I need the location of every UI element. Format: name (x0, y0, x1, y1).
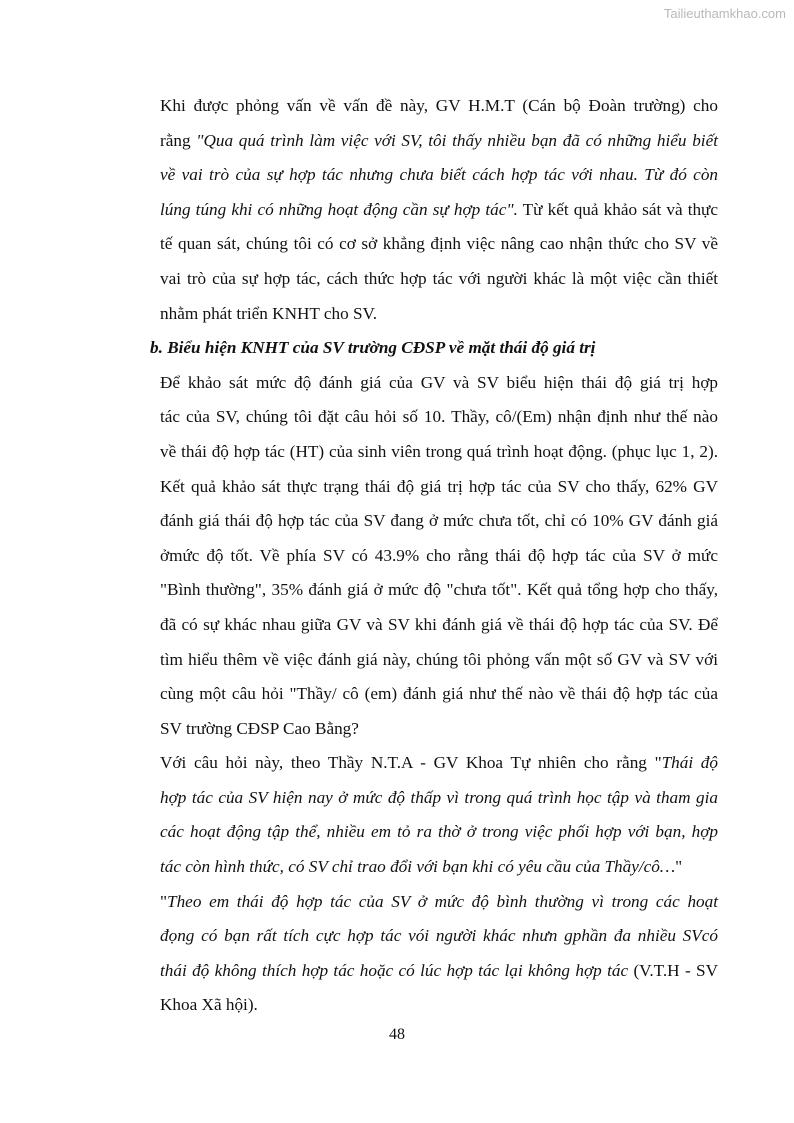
text-line: nhằm phát triển KNHT cho SV. (160, 303, 378, 323)
watermark: Tailieuthamkhao.com (663, 6, 786, 21)
quote-text: về vai trò của sự hợp tác nhưng chưa biết cách hợp tác với nhau. Từ đó còn (160, 165, 718, 185)
section-heading: b. Biểu hiện KNHT của SV trường CĐSP về mặt thái độ giá trị (150, 338, 596, 358)
text-line: đã có sự khác nhau giữa GV và SV khi đánh giá về thái độ hợp tác của SV. Để (160, 614, 718, 634)
quote-text: tác còn hình thức, có SV chỉ trao đổi với bạn khi có yêu cầu của Thầy/cô… (160, 857, 676, 877)
quote-text: lúng túng khi có những hoạt động cần sự hợp tác". (160, 199, 518, 219)
text-run: " (675, 857, 683, 877)
text-line: cùng một câu hỏi "Thầy/ cô (em) đánh giá như thế nào về thái độ hợp tác của (160, 684, 718, 704)
text-run: Với câu hỏi này, theo Thầy N.T.A - GV Khoa Tự nhiên cho rằng " (160, 753, 662, 773)
quote-line (118, 781, 718, 816)
quote-text: thái độ không thích hợp tác hoặc có lúc hợp tác lại không hợp tác (160, 960, 629, 980)
paragraph-interview-nta (118, 746, 718, 884)
text-line: Kết quả khảo sát thực trạng thái độ giá trị hợp tác của SV cho thấy, 62% GV (160, 476, 718, 496)
text-line: "Bình thường", 35% đánh giá ở mức độ "chưa tốt". Kết quả tổng hợp cho thấy, (160, 580, 718, 600)
quote-text: đọng có bạn rất tích cực hợp tác vói người khác nhưn gphần đa nhiều SVcó (160, 926, 718, 946)
text-run: (V.T.H - SV (628, 960, 718, 980)
text-run: Từ kết quả khảo sát và thực (517, 199, 719, 219)
text-line (118, 746, 718, 781)
text-line: Để khảo sát mức độ đánh giá của GV và SV biểu hiện thái độ giá trị hợp (160, 372, 718, 392)
text-line: tác của SV, chúng tôi đặt câu hỏi số 10. Thầy, cô/(Em) nhận định như thế nào (160, 407, 718, 427)
quote-line (118, 815, 718, 850)
text-line: đánh giá thái độ hợp tác của SV đang ở mức chưa tốt, chỉ có 10% GV đánh giá (160, 511, 718, 531)
quote-text: Theo em thái độ hợp tác của SV ở mức độ bình thường vì trong các hoạt (167, 891, 718, 911)
quote-text: các hoạt động tập thể, nhiều em tỏ ra thờ ở trong việc phối hợp với bạn, hợp (160, 822, 718, 842)
page-number: 48 (389, 1026, 405, 1043)
text-line: tế quan sát, chúng tôi có cơ sở khẳng định việc nâng cao nhận thức cho SV về (160, 234, 718, 254)
text-line: ởmức độ tốt. Về phía SV có 43.9% cho rằng thái độ hợp tác của SV ở mức (160, 545, 718, 565)
text-line: tìm hiểu thêm về việc đánh giá này, chúng tôi phỏng vấn một số GV và SV với (160, 649, 718, 669)
text-line: vai trò của sự hợp tác, cách thức hợp tác với người khác là một việc cần thiết (160, 268, 718, 288)
quote-line (118, 158, 718, 193)
text-line: SV trường CĐSP Cao Bằng? (160, 718, 359, 738)
paragraph-interview-hmt (118, 89, 718, 331)
document-body (118, 89, 718, 1023)
text-line: Khoa Xã hội). (160, 995, 258, 1015)
text-line (118, 193, 718, 228)
text-line (118, 885, 718, 920)
paragraph-student-quote (118, 885, 718, 1023)
text-run: rằng (160, 130, 197, 150)
text-line (118, 954, 718, 989)
quote-text: "Qua quá trình làm việc với SV, tôi thấy nhiều bạn đã có những hiểu biết (196, 130, 718, 150)
text-run: " (160, 891, 168, 911)
quote-line (118, 919, 718, 954)
text-line: về thái độ hợp tác (HT) của sinh viên trong quá trình hoạt động. (phục lục 1, 2). (160, 441, 718, 461)
quote-text: Thái độ (661, 753, 718, 773)
text-line (118, 124, 718, 159)
text-line: Khi được phỏng vấn về vấn đề này, GV H.M.T (Cán bộ Đoàn trường) cho (160, 96, 718, 115)
quote-text: hợp tác của SV hiện nay ở mức độ thấp vì trong quá trình học tập và tham gia (160, 787, 718, 807)
text-line (118, 850, 718, 885)
paragraph-survey-results (118, 366, 718, 747)
